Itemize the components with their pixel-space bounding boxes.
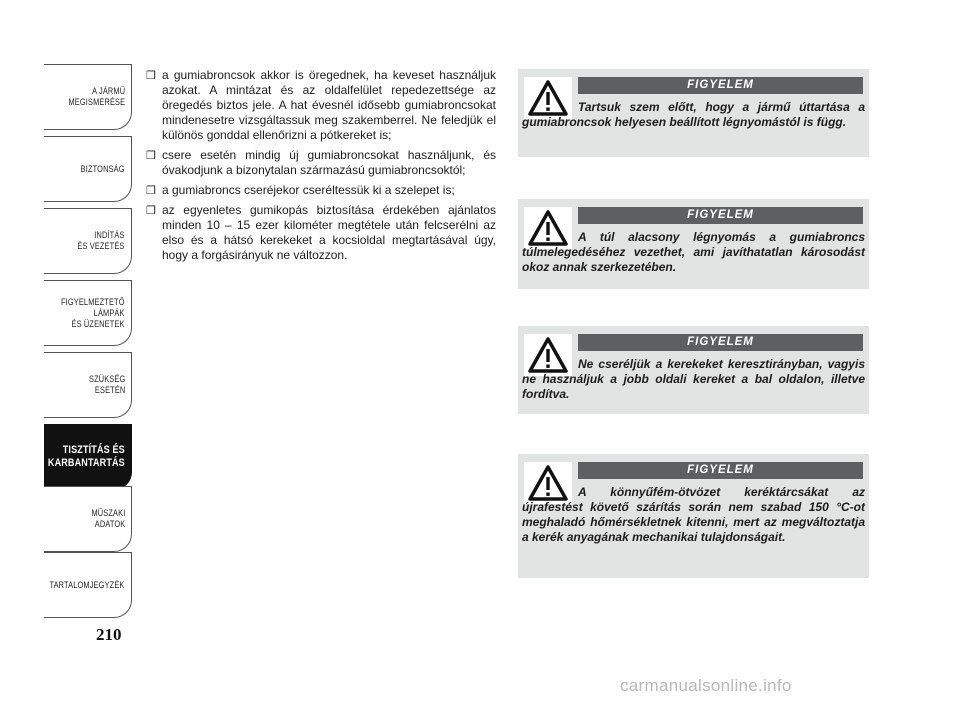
tab-label: INDÍTÁS ÉS VEZETÉS xyxy=(77,230,125,251)
tab-label: MŰSZAKI ADATOK xyxy=(91,508,125,529)
tab-label: A JÁRMŰ MEGISMERÉSE xyxy=(68,86,125,107)
tab-label: TISZTÍTÁS ÉS KARBANTARTÁS xyxy=(48,444,125,469)
list-item-text: az egyenletes gumikopás biztosítása érdekében ajánlatos minden 10 – 15 ezer kilométer megtétele után felcserélni az elso és a hátsó kerekeket a kocsioldal megtartásával úgy, hogy a forgásirányuk ne változzon. xyxy=(162,203,496,262)
warning-text: A túl alacsony légnyomás a gumiabroncs túlmelegedéséhez vezethet, ami javíthatatlan károsodást okoz annak szerkezetében. xyxy=(522,230,865,274)
tab-index[interactable] xyxy=(44,552,132,618)
warning-box xyxy=(518,326,869,414)
body-text xyxy=(146,68,496,268)
list-item-text: a gumiabroncs cseréjekor cseréltessük ki a szelepet is; xyxy=(162,183,455,197)
tab-label: TARTALOMJEGYZÉK xyxy=(49,579,125,590)
tab-cleaning-maintenance[interactable] xyxy=(44,424,132,490)
checkbox-bullet-icon: ❒ xyxy=(146,150,156,162)
warning-header: FIGYELEM xyxy=(578,334,863,351)
checkbox-bullet-icon: ❒ xyxy=(146,185,156,197)
warning-box xyxy=(518,199,869,289)
warning-box xyxy=(518,454,869,578)
tab-label: SZÜKSÉG ESETÉN xyxy=(88,374,125,395)
warning-header: FIGYELEM xyxy=(578,207,863,224)
tab-label: BIZTONSÁG xyxy=(81,163,125,174)
warning-box xyxy=(518,69,869,157)
page-number: 210 xyxy=(96,625,122,644)
list-item-text: a gumiabroncsok akkor is öregednek, ha keveset használjuk azokat. A mintázat és az oldalfelület repedezettsége az öregedés biztos jele. A hat évesnél idősebb gumiabroncsokat mindenesetre vizsgáltassuk meg szakemberrel. Ne feledjük el különös gonddal ellenőrizni a pótkereket is; xyxy=(162,68,496,142)
list-item xyxy=(146,183,496,198)
list-item xyxy=(146,203,496,263)
checkbox-bullet-icon: ❒ xyxy=(146,70,156,82)
watermark: carmanualsonline.info xyxy=(620,676,792,695)
tab-safety[interactable] xyxy=(44,136,132,202)
list-item xyxy=(146,148,496,178)
tab-emergency[interactable] xyxy=(44,352,132,418)
warning-header: FIGYELEM xyxy=(578,77,863,94)
list-item xyxy=(146,68,496,143)
warning-text: A könnyűfém-ötvözet keréktárcsákat az újrafestést követő szárítás során nem szabad 150 °C-ot meghaladó hőmérsékletnek kitenni, mert az megváltoztatja a kerék anyagának mechanikai tulajdonságait. xyxy=(522,485,865,544)
warning-text: Ne cseréljük a kerekeket keresztirányban, vagyis ne használjuk a jobb oldali kereket a bal oldalon, illetve fordítva. xyxy=(522,357,865,401)
warning-text: Tartsuk szem előtt, hogy a jármű úttartása a gumiabroncsok helyesen beállított légnyomástól is függ. xyxy=(522,100,865,129)
tab-vehicle-overview[interactable] xyxy=(44,64,132,130)
tab-technical-data[interactable] xyxy=(44,486,132,552)
warning-header: FIGYELEM xyxy=(578,462,863,479)
list-item-text: csere esetén mindig új gumiabroncsokat használjunk, és óvakodjunk a bizonytalan származású gumiabroncsoktól; xyxy=(162,148,496,177)
tab-starting-driving[interactable] xyxy=(44,208,132,274)
checkbox-bullet-icon: ❒ xyxy=(146,205,156,217)
tab-warning-lights[interactable] xyxy=(44,280,132,346)
tab-label: FIGYELMEZTETŐ LÁMPÁK ÉS ÜZENETEK xyxy=(61,296,125,329)
